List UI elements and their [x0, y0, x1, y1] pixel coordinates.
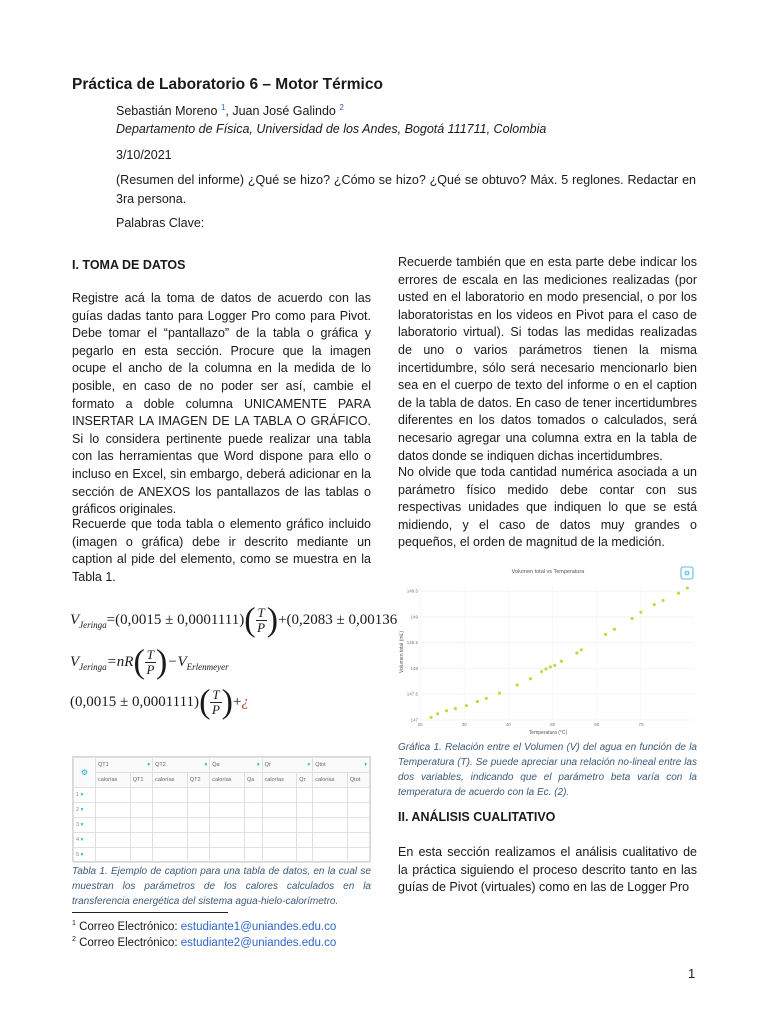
keywords-label: Palabras Clave: [116, 216, 205, 230]
chart-data-point [516, 683, 519, 686]
chart-ytick-label: 148.5 [406, 640, 418, 646]
chart-data-point [465, 704, 468, 707]
table-group-header[interactable]: Qtot ▾ [313, 758, 370, 773]
author-line [116, 103, 344, 118]
department: Departamento de Física, Universidad de los Andes, Bogotá 111711, Colombia [116, 122, 547, 136]
data-table [72, 756, 371, 862]
volume-temperature-chart [398, 562, 698, 736]
section-1-paragraph-2: Recuerde que toda tabla o elemento gráfico incluido (imagen o gráfica) debe ir descrito mediante un caption al pide del elemento, como se muestra en la Tabla 1. [72, 517, 371, 584]
table-subheader: Qtot [347, 773, 369, 788]
table-subheader: Qa [244, 773, 262, 788]
section-1-paragraph-4: No olvide que toda cantidad numérica asociada a un parámetro físico medido debe contar con sus respectivas unidades que indiquen lo que se está midiendo, y el caso de datos muy grandes o pequeños, el orden de magnitud de la medición. [398, 465, 697, 550]
table-subheader: calorías [313, 773, 348, 788]
chart-data-point [544, 667, 547, 670]
chart-ytick-label: 147.5 [406, 691, 418, 697]
chart-ytick-label: 147 [410, 717, 418, 723]
section-1-paragraph-1: Registre acá la toma de datos de acuerdo con las guías dadas tanto para Logger Pro como para Pivot. Debe tomar el “pantallazo” de la tabla o gráfica y pegarlo en esta sección. Procure que la imagen ocupe el ancho de la columna en la medida de lo posible, en caso de no poder ser así, cambie el formato a doble columna UNICAMENTE PARA INSERTAR LA IMAGEN DE LA TABLA O GRÁFICO. Si lo considera pertinente puede realizar una tabla con las herramientas que Word dispone para ello o incluso en Excel, sin embargo, deberá adicionar en la sección de ANEXOS los pantallazos de las tablas o gráficos originales. [72, 291, 371, 517]
chart-data-point [653, 603, 656, 606]
chart-data-point [661, 599, 664, 602]
table-row[interactable]: 2 ▾ [74, 803, 370, 818]
section-2-paragraph-1: En esta sección realizamos el análisis cualitativo de la práctica siguiendo el proceso descrito tanto en las guías de Pivot (virtuales) como en las de Logger Pro [398, 845, 697, 895]
equation-1: $V_{Jeringa}=(0,0015 \pm 0,0001111)$( $\frac{T}{P}$ )+(0,2083 ± 0,00136 [70, 601, 398, 639]
chart-xtick-label: 30 [461, 722, 467, 727]
chart-ylabel: Volumen total (mL) [399, 631, 405, 673]
author-separator: , [225, 104, 233, 119]
chart-data-point [560, 660, 563, 663]
table-row[interactable]: 4 ▾ [74, 833, 370, 848]
table-row[interactable]: 5 ▾ [74, 848, 370, 863]
chart-data-point [529, 677, 532, 680]
chart-data-point [580, 648, 583, 651]
page-number: 1 [688, 966, 696, 981]
chart-data-point [429, 716, 432, 719]
table-group-header[interactable]: QT1 ▾ [96, 758, 153, 773]
table-subheader: calorías [96, 773, 131, 788]
author-2: Juan José Galindo [232, 104, 336, 119]
table-group-header[interactable]: Qa ▾ [210, 758, 262, 773]
chart-data-point [540, 670, 543, 673]
chart-data-point [549, 665, 552, 668]
table-1-caption: Tabla 1. Ejemplo de caption para una tabla de datos, en la cual se muestran los parámetros de los calores calculados en la transferencia energética del sistema agua-hielo-calorímetro. [72, 866, 371, 907]
chart-svg [398, 562, 698, 736]
chart-xtick-label: 50 [550, 722, 556, 727]
chart-settings-icon[interactable]: ⚙ [683, 570, 691, 578]
chart-data-point [445, 709, 448, 712]
footnote-divider [72, 912, 228, 913]
footnote-1: $^1$ Correo Electrónico: estudiante1@uniandes.edu.co [72, 920, 337, 933]
chart-xtick-label: 40 [505, 722, 511, 727]
equation-error-mark: ¿ [241, 694, 249, 710]
section-1-heading: I. TOMA DE DATOS [72, 258, 186, 272]
abstract: (Resumen del informe) ¿Qué se hizo? ¿Cómo se hizo? ¿Qué se obtuvo? Máx. 5 reglones. Redactar en 3ra persona. [116, 173, 696, 206]
chart-xtick-label: 70 [638, 722, 644, 727]
chart-title: Volumen total vs Temperatura [511, 569, 585, 575]
table-group-header[interactable]: Qr ▾ [262, 758, 313, 773]
chart-ytick-label: 149 [410, 614, 418, 620]
chart-xtick-label: 20 [417, 722, 423, 727]
chart-data-point [454, 707, 457, 710]
chart-data-point [553, 664, 556, 667]
chart-data-point [686, 586, 689, 589]
date: 3/10/2021 [116, 148, 172, 162]
chart-data-point [498, 692, 501, 695]
author-1: Sebastián Moreno [116, 104, 218, 119]
footnote-1-email-link[interactable]: estudiante1@uniandes.edu.co [180, 920, 337, 933]
table-group-header[interactable]: QT2 ▾ [153, 758, 210, 773]
chart-data-point [476, 700, 479, 703]
footnote-2-email-link[interactable]: estudiante2@uniandes.edu.co [180, 936, 337, 949]
equation-3: (0,0015 ± 0,0001111)( $\frac{T}{P}$ )+¿ [70, 683, 249, 721]
table-subheader: calorías [153, 773, 188, 788]
table-row[interactable]: 1 ▾ [74, 788, 370, 803]
equation-2: $V_{Jeringa}=nR$( $\frac{T}{P}$ )$-V_{Erlenmeyer}$ [70, 643, 229, 681]
footnote-2: $^2$ Correo Electrónico: estudiante2@uniandes.edu.co [72, 936, 337, 949]
table-subheader: calorías [210, 773, 245, 788]
paper-title: Práctica de Laboratorio 6 – Motor Térmico [72, 76, 383, 93]
table-settings-icon[interactable]: ⚙ [74, 758, 96, 788]
table-row[interactable]: 3 ▾ [74, 818, 370, 833]
chart-xtick-label: 60 [594, 722, 600, 727]
chart-data-point [436, 712, 439, 715]
chart-data-point [631, 617, 634, 620]
section-1-paragraph-3: Recuerde también que en esta parte debe indicar los errores de escala en las mediciones realizadas (por usted en el laboratorio en modo presencial, o por los laboratoristas en los videos en Pivot para el caso de laboratorio virtual). Si todas las medidas realizadas de uno o varios parámetros tienen la misma incertidumbre, sólo será necesario mencionarlo bien sea en el cuerpo de texto del informe o en el caption de la tabla de datos. En caso de tener incertidumbres diferentes en los datos tomados o calculados, será necesario agregar una columna extra en la tabla de datos donde se indiquen dichas incertidumbres. [398, 255, 697, 463]
chart-data-point [613, 628, 616, 631]
section-2-heading: II. ANÁLISIS CUALITATIVO [398, 810, 556, 824]
chart-xlabel: Temperatura (°C) [528, 730, 568, 736]
chart-data-point [575, 651, 578, 654]
table-subheader: Qr [297, 773, 313, 788]
chart-data-point [485, 697, 488, 700]
author-2-affiliation-mark[interactable]: 2 [339, 103, 344, 112]
table-subheader: QT2 [187, 773, 209, 788]
table-subheader: calorías [262, 773, 297, 788]
chart-data-point [604, 633, 607, 636]
chart-1-caption: Gráfica 1. Relación entre el Volumen (V) del agua en función de la Temperatura (T). Se puede apreciar una relación no-lineal entre las dos variables, indicando que el parámetro beta varía con la temperatura de acuerdo con la Ec. (2). [398, 742, 697, 798]
table-subheader: QT1 [130, 773, 152, 788]
chart-ytick-label: 149.5 [406, 588, 418, 594]
author-1-affiliation-mark[interactable]: 1 [220, 103, 226, 112]
chart-data-point [677, 592, 680, 595]
chart-ytick-label: 148 [410, 665, 418, 671]
chart-data-point [639, 611, 642, 614]
